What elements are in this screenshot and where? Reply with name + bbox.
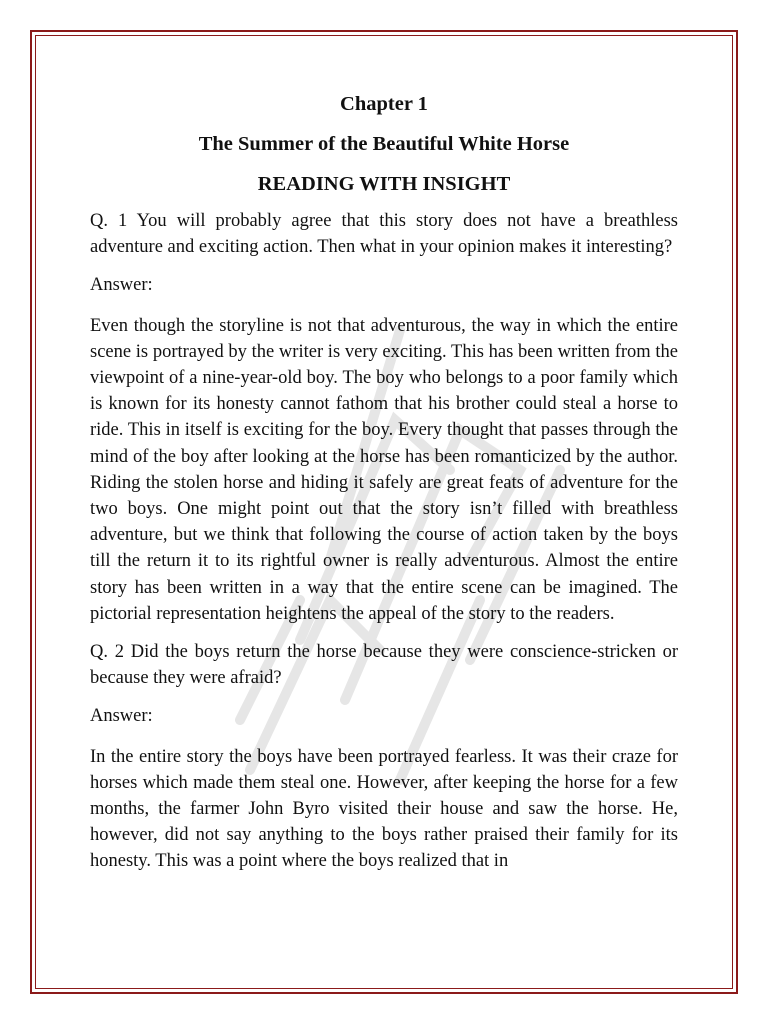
answer-2-text: In the entire story the boys have been portrayed fearless. It was their craze for horses which made them steal one. However, after keeping the horse for a few months, the farmer John Byro visited their house and saw the horse. He, however, did not say anything to the boys rather praised their family for its honesty. This was a point where the boys realized that in (90, 746, 678, 872)
answer-2-label: Answer: (90, 706, 153, 727)
answer-1-text: Even though the storyline is not that adventurous, the way in which the entire scene is portrayed by the writer is very exciting. This has been written from the viewpoint of a nine-year-old boy. The boy who belongs to a poor family which is known for its honesty cannot fathom that his brother could steal a horse to ride. This in itself is exciting for the boy. Every thought that passes through the mind of the boy after looking at the horse has been romanticized by the author. Riding the stolen horse and hiding it safely are great feats of adventure for the two boys. One might point out that the story isn’t filled with breathless adventure, but we think that following the course of action taken by the boys till the return it to its rightful owner is really adventurous. Almost the entire story has been written in a way that the entire scene can be imagined. The pictorial representation heightens the appeal of the story to the readers. (90, 315, 678, 624)
question-2: Q. 2 Did the boys return the horse because they were conscience-stricken or because they were afraid? (90, 642, 678, 689)
section-title: READING WITH INSIGHT (257, 173, 511, 195)
answer-1-label: Answer: (90, 275, 153, 296)
story-title: The Summer of the Beautiful White Horse (198, 133, 570, 155)
question-1: Q. 1 You will probably agree that this story does not have a breathless adventure and exciting action. Then what in your opinion makes it interesting? (90, 211, 678, 258)
document-body (90, 92, 678, 887)
chapter-heading: Chapter 1 (340, 93, 428, 115)
